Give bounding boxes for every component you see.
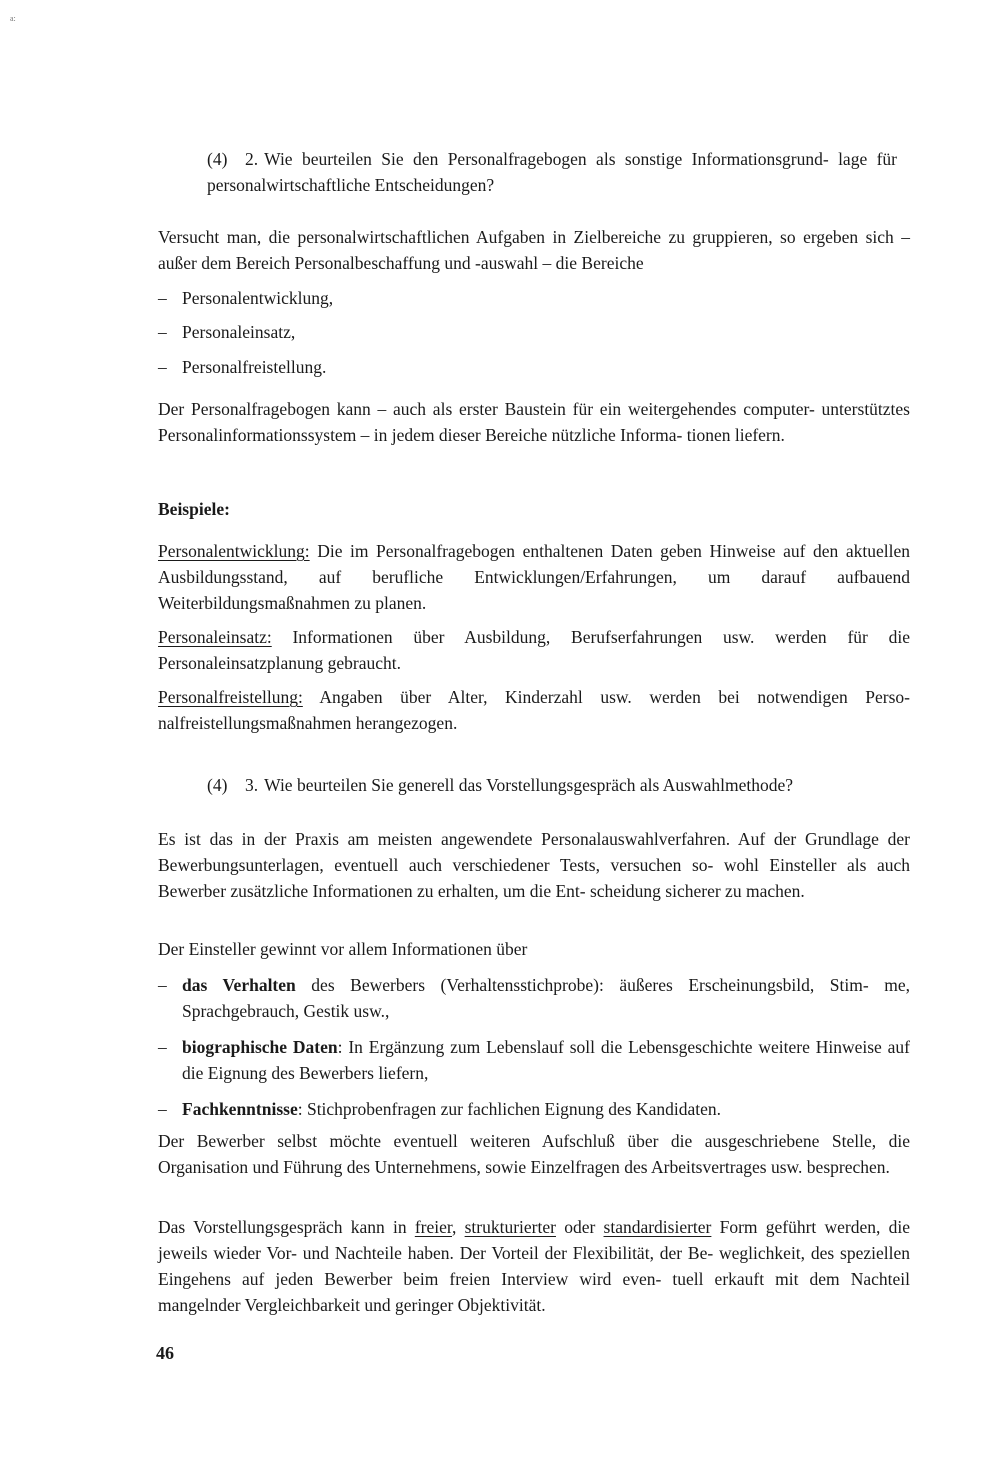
paragraph-1: Versucht man, die personalwirtschaftlichen Aufgaben in Zielbereiche zu gruppieren, so ergeben sich – außer dem Bereich Personalbeschaffung und -auswahl – die Bereiche — [158, 227, 910, 273]
list-item-term: biographische Daten — [182, 1037, 338, 1057]
question-2-subnumber: 2. — [245, 149, 259, 169]
example-personaleinsatz — [158, 624, 910, 676]
list-item-term: Fachkenntnisse — [182, 1099, 298, 1119]
paragraph-3: Es ist das in der Praxis am meisten angewendete Personalauswahlverfahren. Auf der Grundlage der Bewerbungsunterlagen, eventuell auch verschiedener Tests, versuchen so- wohl Einsteller als auch Bewerber zusätzliche Informationen zu erhalten, um die Ent- scheidung sicherer zu machen. — [158, 829, 910, 901]
page-number: 46 — [156, 1343, 174, 1363]
list-dash: – — [158, 322, 167, 342]
list-item-text: : Stichprobenfragen zur fachlichen Eignung des Kandidaten. — [297, 1099, 721, 1119]
example-text: Die im Personalfragebogen enthaltenen Daten geben Hinweise auf den aktuellen Ausbildungsstand, auf berufliche Entwicklungen/Erfahrungen, um darauf aufbauend Weiterbildungsmaßnahmen zu planen. — [158, 541, 910, 613]
paragraph-5: Der Bewerber selbst möchte eventuell weiteren Aufschluß über die ausgeschriebene Stelle, die Organisation und Führung des Unternehmens, sowie Einzelfragen des Arbeitsvertrages usw. besprechen. — [158, 1131, 910, 1177]
term-strukturierter: strukturierter — [464, 1217, 556, 1237]
question-3-number: (4) — [207, 775, 228, 795]
term-freier: freier — [414, 1217, 452, 1237]
list-item-term: das Verhalten — [182, 975, 296, 995]
example-personalfreistellung — [158, 684, 910, 736]
question-2-number: (4) — [207, 149, 228, 169]
list-dash: – — [158, 975, 167, 995]
example-text: Informationen über Ausbildung, Berufserfahrungen usw. werden für die Personaleinsatzplanung gebraucht. — [158, 627, 910, 673]
list-item-text: Personalentwicklung, — [182, 288, 334, 308]
corner-mark: a: — [10, 14, 16, 23]
paragraph-2: Der Personalfragebogen kann – auch als erster Baustein für ein weitergehendes computer- unterstütztes Personalinformationssystem – in jedem dieser Bereiche nützliche Informa- tionen liefern. — [158, 399, 910, 445]
examples-heading: Beispiele: — [158, 499, 230, 519]
list-item-text: Personalfreistellung. — [182, 357, 327, 377]
paragraph-6-text: oder — [555, 1217, 604, 1237]
paragraph-6-text: Form geführt werden, die jeweils wieder Vor- und Nachteile haben. Der Vorteil der Flexibilität, der Be- weglichkeit, des speziellen Eingehens auf jeden Bewerber beim freien Interview wird even- tuell erkauft mit dem Nachteil mangelnder Vergleichbarkeit und geringer Objektivität. — [158, 1217, 911, 1315]
list-dash: – — [158, 288, 167, 308]
list-item-text: des Bewerbers (Verhaltensstichprobe): äußeres Erscheinungsbild, Stim- me, Sprachgebrauch, Gestik usw., — [182, 975, 910, 1021]
paragraph-6 — [158, 1214, 910, 1318]
list-item — [158, 285, 910, 311]
example-term: Personaleinsatz: — [158, 627, 272, 647]
question-3-subnumber: 3. — [245, 775, 259, 795]
list-item-text: Personaleinsatz, — [182, 322, 296, 342]
list-item-text: : In Ergänzung zum Lebenslauf soll die Lebensgeschichte weitere Hinweise auf die Eignung des Bewerbers liefern, — [182, 1037, 911, 1083]
question-2-text: Wie beurteilen Sie den Personalfragebogen als sonstige Informationsgrund- lage für personalwirtschaftliche Entscheidungen? — [207, 149, 897, 195]
term-standardisierter: standardisierter — [603, 1217, 712, 1237]
list-item — [158, 972, 910, 1024]
example-personalentwicklung — [158, 538, 910, 616]
paragraph-6-text: Das Vorstellungsgespräch kann in — [158, 1217, 415, 1237]
list-item — [158, 319, 910, 345]
paragraph-4: Der Einsteller gewinnt vor allem Informationen über — [158, 939, 528, 959]
list-dash: – — [158, 1037, 167, 1057]
example-term: Personalentwicklung: — [158, 541, 310, 561]
list-dash: – — [158, 357, 167, 377]
list-item — [158, 1096, 910, 1122]
example-text: Angaben über Alter, Kinderzahl usw. werden bei notwendigen Perso- nalfreistellungsmaßnahmen herangezogen. — [158, 687, 910, 733]
question-3 — [207, 772, 897, 798]
list-dash: – — [158, 1099, 167, 1119]
question-2 — [207, 146, 897, 198]
list-item — [158, 1034, 910, 1086]
paragraph-6-text: , — [452, 1217, 465, 1237]
list-item — [158, 354, 910, 380]
question-3-text: Wie beurteilen Sie generell das Vorstellungsgespräch als Auswahlmethode? — [264, 775, 793, 795]
example-term: Personalfreistellung: — [158, 687, 303, 707]
